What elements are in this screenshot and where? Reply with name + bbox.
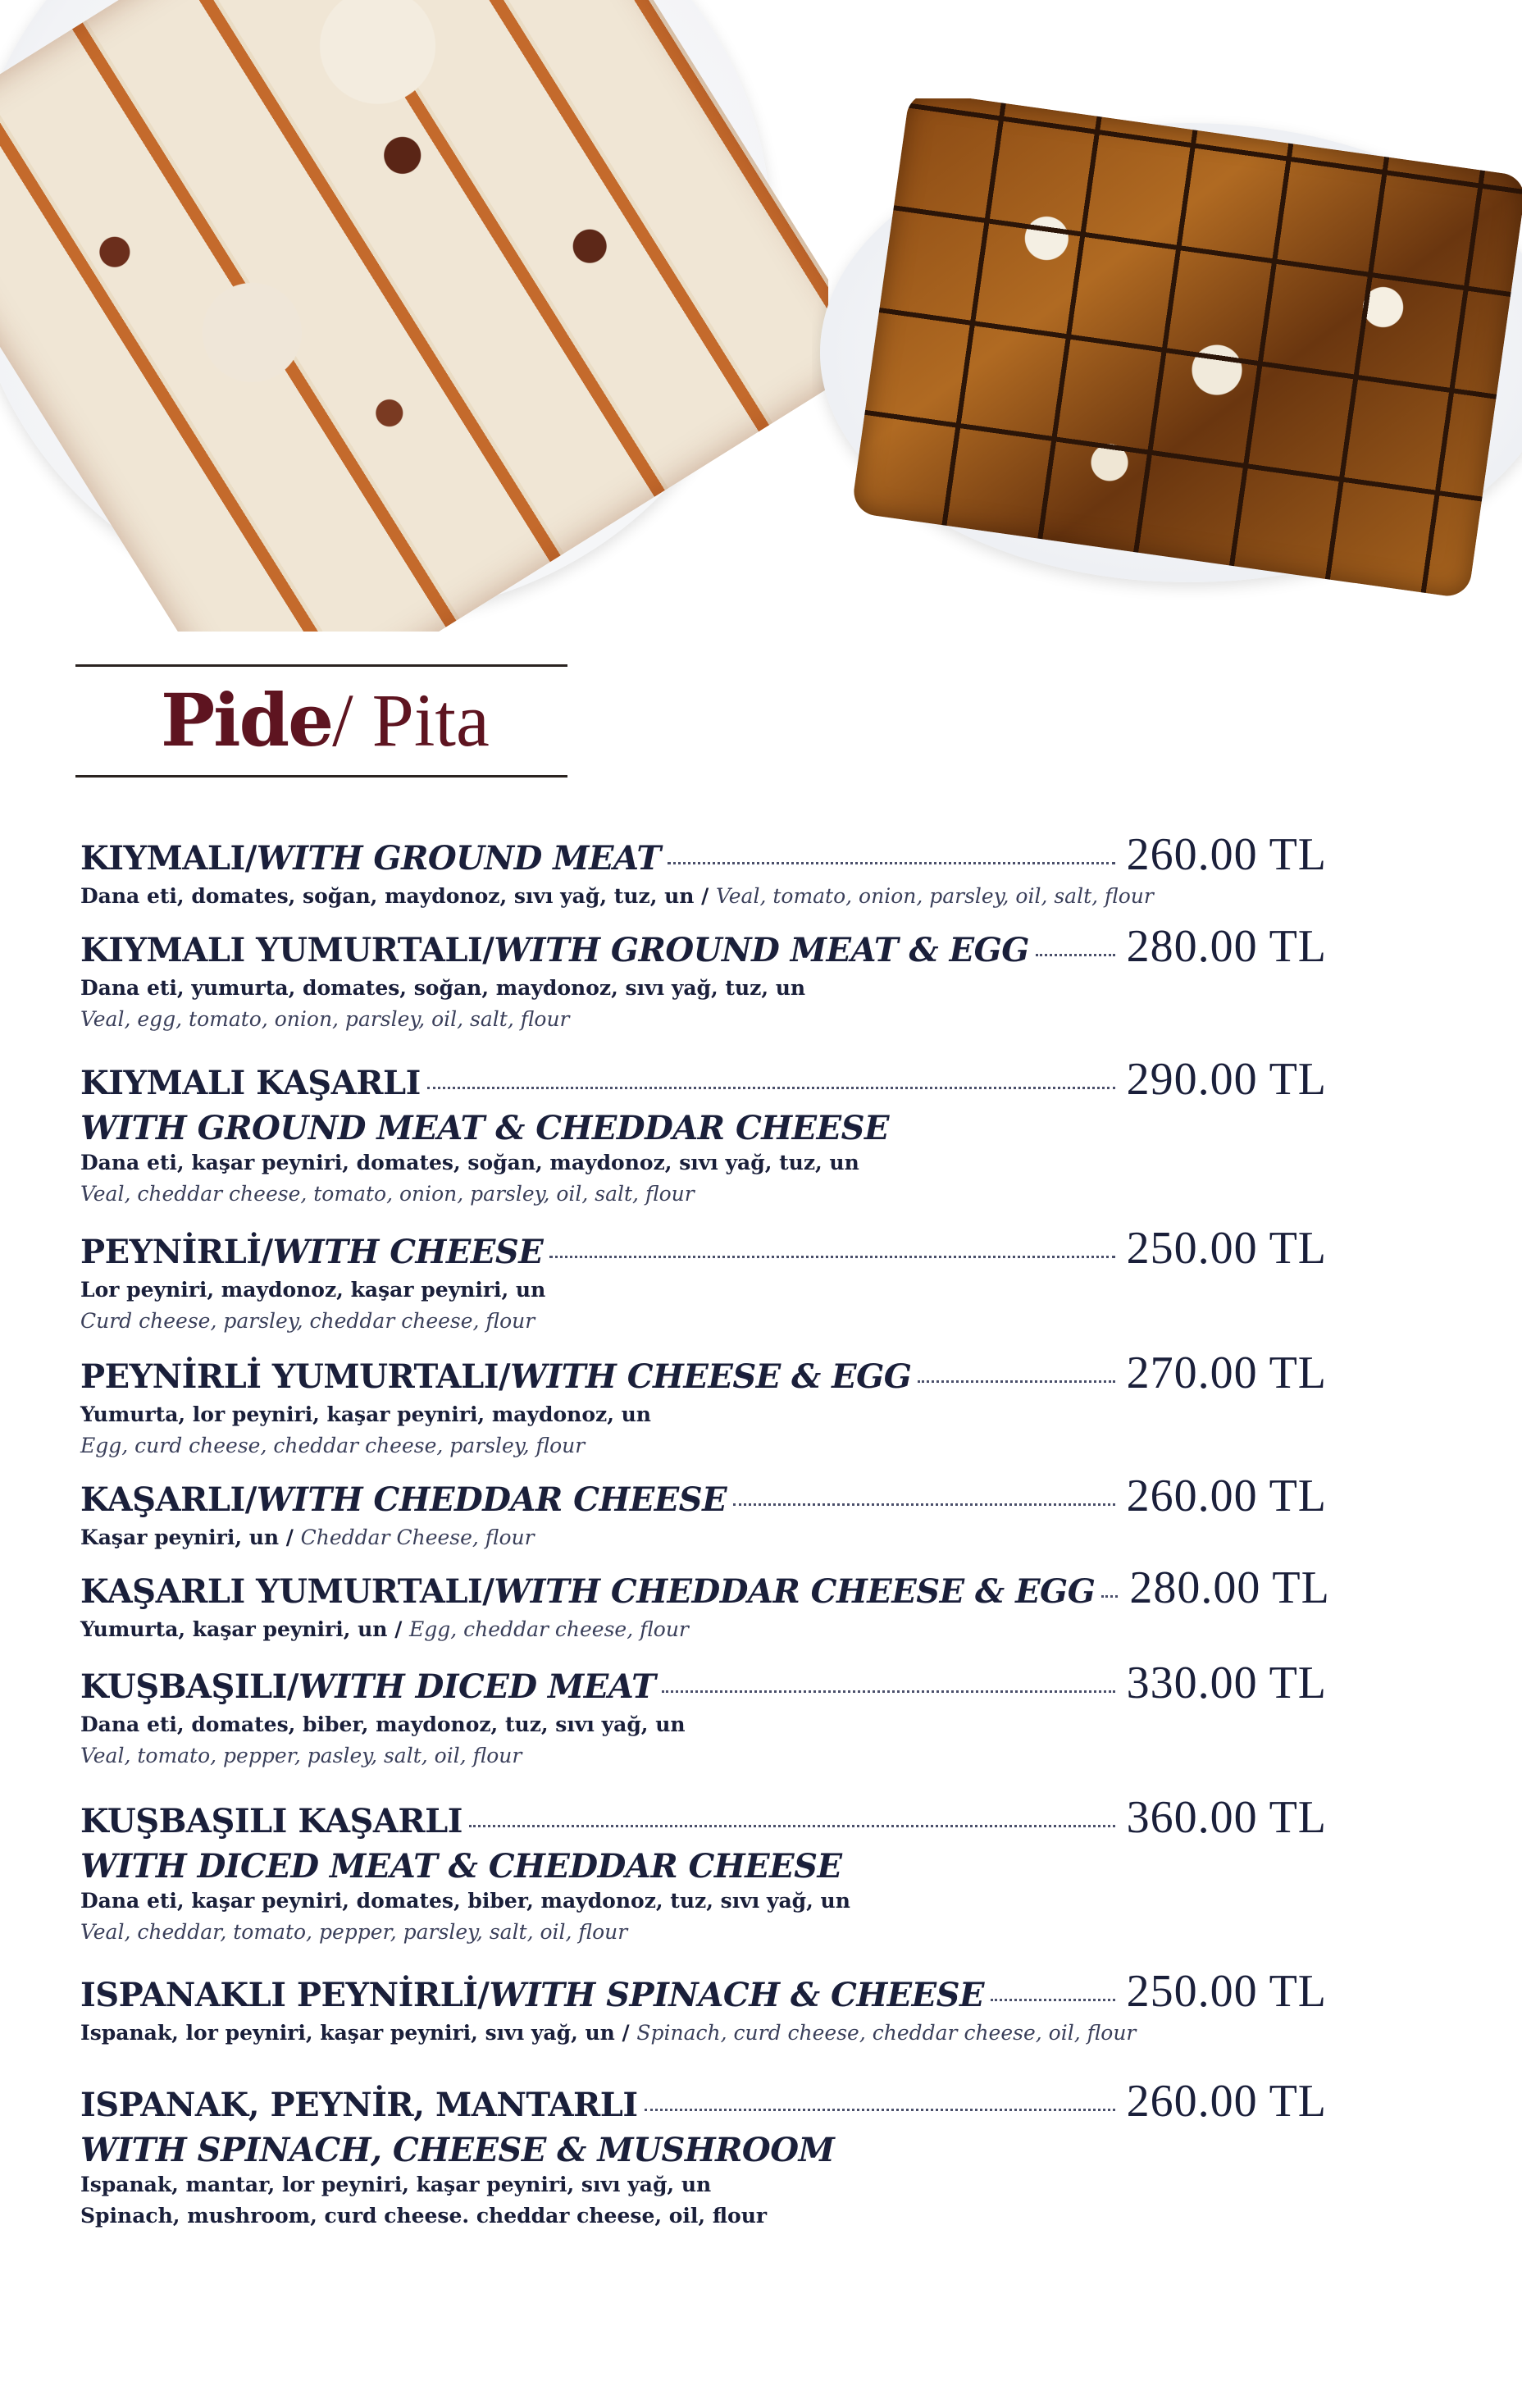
menu-item-peynirli [80, 1222, 1327, 1337]
menu-item-kusbasili-kasarli [80, 1791, 1327, 1948]
item-name: ISPANAKLI PEYNİRLİ [80, 1976, 478, 2014]
menu-item-kiymali-kasarli [80, 1053, 1327, 1210]
item-name: KUŞBAŞILI KAŞARLI [80, 1802, 463, 1840]
item-description-tr: Dana eti, yumurta, domates, soğan, maydonoz, sıvı yağ, tuz, un [80, 976, 806, 1000]
menu-item-kasarli [80, 1470, 1327, 1553]
item-description-en: Veal, egg, tomato, onion, parsley, oil, salt, flour [80, 1007, 570, 1031]
leader-dots [1036, 954, 1115, 956]
item-separator: / [261, 1233, 273, 1271]
leader-dots [645, 2109, 1115, 2111]
item-name: KIYMALI YUMURTALI [80, 931, 483, 969]
item-separator: / [498, 1357, 511, 1396]
leader-dots [1101, 1595, 1118, 1598]
menu-item-ispanakli-peynirli [80, 1965, 1327, 2049]
leader-dots [469, 1825, 1115, 1827]
item-name: KIYMALI KAŞARLI [80, 1064, 421, 1102]
item-price: 250.00 TL [1126, 1223, 1327, 1274]
item-name: KAŞARLI YUMURTALI [80, 1572, 483, 1611]
item-name-en: WITH DICED MEAT [298, 1667, 656, 1706]
item-name: KIYMALI [80, 839, 245, 878]
item-description [80, 1614, 1327, 1645]
item-name: ISPANAK, PEYNİR, MANTARLI [80, 2086, 638, 2124]
item-description-en: Veal, tomato, pepper, pasley, salt, oil, flour [80, 1744, 522, 1767]
item-name-en: WITH CHEESE [272, 1233, 544, 1271]
item-name-en: WITH GROUND MEAT & EGG [494, 931, 1029, 969]
menu-item-kusbasili [80, 1657, 1327, 1772]
leader-dots [733, 1503, 1115, 1506]
leader-dots [662, 1690, 1114, 1693]
item-separator: / [482, 931, 494, 969]
item-price: 360.00 TL [1126, 1792, 1327, 1843]
item-name-en: WITH CHEDDAR CHEESE [256, 1480, 727, 1519]
item-name-en: WITH GROUND MEAT [256, 839, 661, 878]
item-name-en: WITH CHEDDAR CHEESE & EGG [494, 1572, 1096, 1611]
item-name-en: WITH CHEESE & EGG [510, 1357, 912, 1396]
desc-en: Veal, tomato, onion, parsley, oil, salt, flour [716, 884, 1154, 908]
item-name-en: WITH SPINACH & CHEESE [489, 1976, 984, 2014]
pide-kasarli-image [851, 98, 1522, 599]
heading-rule-bottom [75, 775, 567, 778]
desc-tr: Kaşar peyniri, un / [80, 1526, 301, 1549]
item-description [80, 1522, 1327, 1553]
item-separator: / [286, 1667, 298, 1706]
leader-dots [549, 1256, 1114, 1258]
item-description [80, 881, 1327, 912]
section-title [161, 671, 490, 769]
item-description-tr: Dana eti, domates, biber, maydonoz, tuz, sıvı yağ, un [80, 1713, 686, 1736]
menu-item-ispanak-peynir-mantarli [80, 2075, 1327, 2232]
menu-item-peynirli-yumurtali [80, 1347, 1327, 1462]
item-price: 280.00 TL [1126, 921, 1327, 972]
desc-en: Cheddar Cheese, flour [300, 1526, 535, 1549]
item-description-tr: Yumurta, lor peyniri, kaşar peyniri, maydonoz, un [80, 1402, 651, 1426]
heading-rule-top [75, 664, 567, 667]
leader-dots [427, 1087, 1115, 1089]
item-name: KUŞBAŞILI [80, 1667, 287, 1706]
item-name: PEYNİRLİ YUMURTALI [80, 1357, 499, 1396]
item-description-en: Egg, curd cheese, cheddar cheese, parsley, flour [80, 1434, 586, 1457]
item-price: 260.00 TL [1126, 829, 1327, 880]
desc-en: Spinach, curd cheese, cheddar cheese, oil, flour [636, 2021, 1137, 2045]
item-description [80, 2018, 1327, 2049]
item-description-en: Spinach, mushroom, curd cheese. cheddar cheese, oil, flour [80, 2204, 768, 2228]
item-name-en: WITH GROUND MEAT & CHEDDAR CHEESE [80, 1109, 889, 1147]
item-separator: / [244, 1480, 257, 1519]
pide-cheese-ground-meat-image [0, 0, 828, 632]
item-name-en: WITH SPINACH, CHEESE & MUSHROOM [80, 2131, 835, 2169]
leader-dots [991, 1999, 1115, 2001]
leader-dots [918, 1380, 1114, 1383]
desc-en: Egg, cheddar cheese, flour [409, 1617, 689, 1641]
desc-tr: Ispanak, lor peyniri, kaşar peyniri, sıvı yağ, un / [80, 2021, 637, 2045]
item-price: 250.00 TL [1126, 1966, 1327, 2017]
item-description-en: Veal, cheddar cheese, tomato, onion, parsley, oil, salt, flour [80, 1182, 695, 1206]
section-title-light: / Pita [332, 678, 490, 762]
item-price: 260.00 TL [1126, 1471, 1327, 1521]
item-price: 260.00 TL [1126, 2076, 1327, 2127]
desc-tr: Dana eti, domates, soğan, maydonoz, sıvı yağ, tuz, un / [80, 884, 716, 908]
section-title-bold: Pide [161, 677, 333, 763]
menu-item-kiymali-yumurtali [80, 920, 1327, 1035]
item-separator: / [244, 839, 257, 878]
pide-photo-left [0, 0, 828, 632]
menu-item-kasarli-yumurtali [80, 1562, 1330, 1645]
item-name-en: WITH DICED MEAT & CHEDDAR CHEESE [80, 1847, 842, 1886]
pide-photo-right [812, 98, 1522, 607]
item-name: PEYNİRLİ [80, 1233, 262, 1271]
leader-dots [668, 862, 1115, 864]
item-price: 290.00 TL [1126, 1054, 1327, 1105]
item-price: 330.00 TL [1126, 1658, 1327, 1708]
item-name: KAŞARLI [80, 1480, 245, 1519]
item-separator: / [482, 1572, 494, 1611]
item-price: 280.00 TL [1129, 1562, 1330, 1613]
item-description-en: Veal, cheddar, tomato, pepper, parsley, salt, oil, flour [80, 1920, 628, 1944]
item-description-tr: Ispanak, mantar, lor peyniri, kaşar peyniri, sıvı yağ, un [80, 2173, 712, 2196]
item-description-en: Curd cheese, parsley, cheddar cheese, flour [80, 1309, 535, 1333]
item-separator: / [477, 1976, 490, 2014]
menu-item-kiymali [80, 828, 1327, 912]
item-price: 270.00 TL [1126, 1348, 1327, 1398]
desc-tr: Yumurta, kaşar peyniri, un / [80, 1617, 410, 1641]
item-description-tr: Dana eti, kaşar peyniri, domates, soğan, maydonoz, sıvı yağ, tuz, un [80, 1151, 859, 1174]
item-description-tr: Dana eti, kaşar peyniri, domates, biber, maydonoz, tuz, sıvı yağ, un [80, 1889, 850, 1913]
item-description-tr: Lor peyniri, maydonoz, kaşar peyniri, un [80, 1278, 546, 1302]
